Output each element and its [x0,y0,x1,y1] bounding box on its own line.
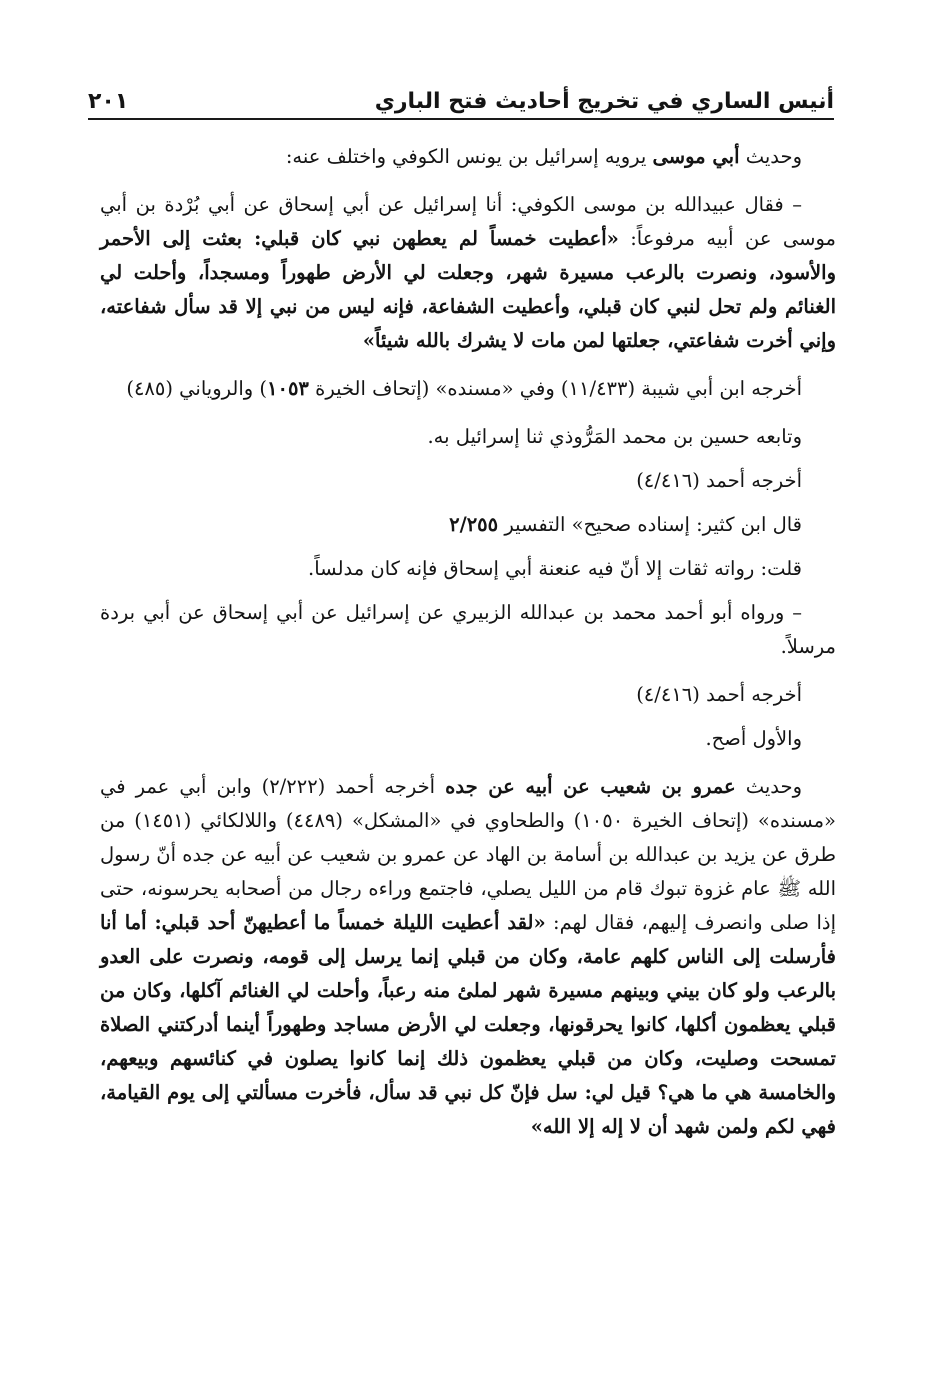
paragraph-conclusion: والأول أصح. [705,727,802,750]
narrator-chain: عمرو بن شعيب عن أبيه عن جده [445,775,736,798]
book-title: أنيس الساري في تخريج أحاديث فتح الباري [374,89,834,114]
hadith-text: «أعطيت خمساً لم يعطهن نبي كان قبلي: بعثت إلى الأحمر والأسود، ونصرت بالرعب مسيرة شهر، وجعلت لي الأرض طهوراً ومسجداً، وأحلت لي الغنائم ولم تحل لنبي كان قبلي، وأعطيت الشفاعة، فإنه ليس من نبي إلا قد سأل شفاعته، وإني أخرت شفاعتي، جعلتها لمن مات لا يشرك بالله شيئاً» [100,227,836,352]
page-body [100,140,836,1158]
paragraph-amr-ibn-shuaib: وحديث عمرو بن شعيب عن أبيه عن جده أخرجه أحمد (٢/٢٢٢) وابن أبي عمر في «مسنده» (إتحاف الخيرة ١٠٥٠) والطحاوي في «المشكل» (٤٤٨٩) واللالكائي (١٤٥١) من طرق عن يزيد بن عبدالله بن أسامة بن الهاد عن عمرو بن شعيب عن أبيه عن جده أنّ رسول الله ﷺ عام غزوة تبوك قام من الليل يصلي، فاجتمع وراءه رجال من أصحابه يحرسونه، حتى إذا صلى وانصرف إليهم، فقال لهم: «لقد أعطيت الليلة خمساً ما أعطيهنّ أحد قبلي: أما أنا فأرسلت إلى الناس كلهم عامة، وكان من قبلي إنما يرسل إلى قومه، ونصرت على العدو بالرعب ولو كان بيني وبينهم مسيرة شهر لملئ منه رعباً، وأحلت لي الغنائم آكلها، وكان من قبلي يعظمون أكلها، كانوا يحرقونها، وجعلت لي الأرض مساجد وطهوراً أينما أدركتني الصلاة تمسحت وصليت، وكان من قبلي يعظمون ذلك إنما كانوا يصلون في كنائسهم وبيعهم، والخامسة هي ما هي؟ قيل لي: سل فإنّ كل نبي قد سأل، فأخرت مسألتي إلى يوم القيامة، فهي لكم ولمن شهد أن لا إله إلا الله» [100,775,836,1138]
paragraph-abu-musa-intro: وحديث أبي موسى يرويه إسرائيل بن يونس الكوفي واختلف عنه: [285,145,802,168]
page-number: ٢٠١ [88,89,129,114]
reference-number: ١٠٥٣ [267,377,309,400]
paragraph-ibn-kathir: قال ابن كثير: إسناده صحيح» التفسير ٢/٢٥٥ [449,513,802,536]
paragraph-author-note: قلت: رواته ثقات إلا أنّ فيه عنعنة أبي إسحاق فإنه كان مدلساً. [308,557,802,580]
paragraph-mutabaa: وتابعه حسين بن محمد المَرُّوذي ثنا إسرائيل به. [427,425,802,448]
tafsir-reference: ٢/٢٥٥ [449,513,499,536]
narrator-name: أبي موسى [652,145,740,168]
paragraph-takhrij-ahmad-2: أخرجه أحمد (٤/٤١٦) [636,683,802,706]
running-header [88,80,834,120]
hadith-text-tabuk: «لقد أعطيت الليلة خمساً ما أعطيهنّ أحد قبلي: أما أنا فأرسلت إلى الناس كلهم عامة، وكان من قبلي إنما يرسل إلى قومه، ونصرت على العدو بالرعب ولو كان بيني وبينهم مسيرة شهر لملئ منه رعباً، وأحلت لي الغنائم آكلها، وكان من قبلي يعظمون أكلها، كانوا يحرقونها، وجعلت لي الأرض مساجد وطهوراً أينما أدركتني الصلاة تمسحت وصليت، وكان من قبلي يعظمون ذلك إنما كانوا يصلون في كنائسهم وبيعهم، والخامسة هي ما هي؟ قيل لي: سل فإنّ كل نبي قد سأل، فأخرت مسألتي إلى يوم القيامة، فهي لكم ولمن شهد أن لا إله إلا الله» [100,911,836,1138]
paragraph-takhrij-ahmad-1: أخرجه أحمد (٤/٤١٦) [636,469,802,492]
paragraph-takhrij-ibn-abi-shaiba: أخرجه ابن أبي شيبة (١١/٤٣٣) وفي «مسنده» (إتحاف الخيرة ١٠٥٣) والروياني (٤٨٥) [126,377,802,400]
paragraph-ubaidullah-narration: – فقال عبيدالله بن موسى الكوفي: أنا إسرائيل عن أبي إسحاق عن أبي بُرْدة بن أبي موسى عن أبيه مرفوعاً: «أعطيت خمساً لم يعطهن نبي كان قبلي: بعثت إلى الأحمر والأسود، ونصرت بالرعب مسيرة شهر، وجعلت لي الأرض طهوراً ومسجداً، وأحلت لي الغنائم ولم تحل لنبي كان قبلي، وأعطيت الشفاعة، فإنه ليس من نبي إلا قد سأل شفاعته، وإني أخرت شفاعتي، جعلتها لمن مات لا يشرك بالله شيئاً» [100,193,836,352]
paragraph-zubairi-narration: – ورواه أبو أحمد محمد بن عبدالله الزبيري عن إسرائيل عن أبي إسحاق عن أبي بردة مرسلاً. [100,601,836,658]
